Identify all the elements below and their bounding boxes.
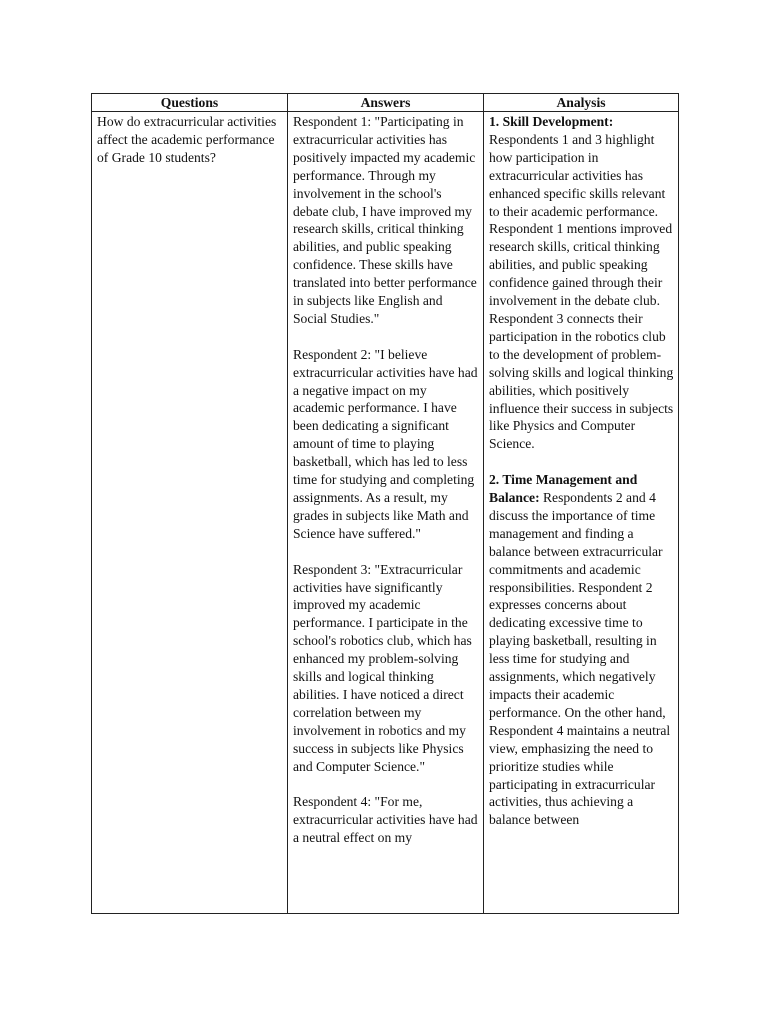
header-answers: Answers [288, 94, 484, 112]
answer-respondent-4: Respondent 4: "For me, extracurricular activities have had a neutral effect on my [293, 794, 478, 846]
answer-respondent-3: Respondent 3: "Extracurricular activities have significantly improved my academic performance. I participate in the school's robotics club, which has enhanced my problem-solving skills and logical thinking abilities. I have noticed a direct correlation between my involvement in robotics and my success in subjects like Physics and Computer Science." [293, 561, 472, 774]
analysis-body: Respondents 2 and 4 discuss the importance of time management and finding a balance between extracurricular commitments and academic responsibilities. Respondent 2 expresses concerns about dedicating excessive time to playing basketball, resulting in less time for studying and assignments, which negatively impacts their academic performance. On the other hand, Respondent 4 maintains a neutral view, emphasizing the need to prioritize studies while participating in extracurricular activities, thus achieving a balance between [489, 490, 671, 828]
question-text: How do extracurricular activities affect the academic performance of Grade 10 students? [97, 114, 277, 165]
question-cell [92, 112, 288, 914]
analysis-heading: 2. Time Management and Balance: [489, 472, 638, 506]
analysis-time-management [489, 471, 674, 829]
answers-cell [288, 112, 484, 914]
table-row [92, 112, 679, 914]
header-questions: Questions [92, 94, 288, 112]
analysis-cell [484, 112, 679, 914]
answer-respondent-2: Respondent 2: "I believe extracurricular activities have had a negative impact on my academic performance. I have been dedicating a significant amount of time to playing basketball, which has led to less time for studying and completing assignments. As a result, my grades in subjects like Math and Science have suffered." [293, 346, 478, 541]
analysis-body: Respondents 1 and 3 highlight how participation in extracurricular activities has enhanced specific skills relevant to their academic performance. Respondent 1 mentions improved research skills, critical thinking abilities, and public speaking confidence gained through their involvement in the debate club. Respondent 3 connects their participation in the robotics club to the development of problem-solving skills and logical thinking abilities, which positively influence their success in subjects like Physics and Computer Science. [489, 131, 674, 452]
qa-table [91, 93, 679, 914]
analysis-skill-development [489, 113, 674, 453]
answer-respondent-1: Respondent 1: "Participating in extracurricular activities has positively impacted my academic performance. Through my involvement in the school's debate club, I have improved my research skills, critical thinking abilities, and public speaking confidence. These skills have translated into better performance in subjects like English and Social Studies." [293, 114, 477, 326]
header-row [92, 94, 679, 112]
header-analysis: Analysis [484, 94, 679, 112]
analysis-heading: 1. Skill Development: [489, 114, 614, 129]
